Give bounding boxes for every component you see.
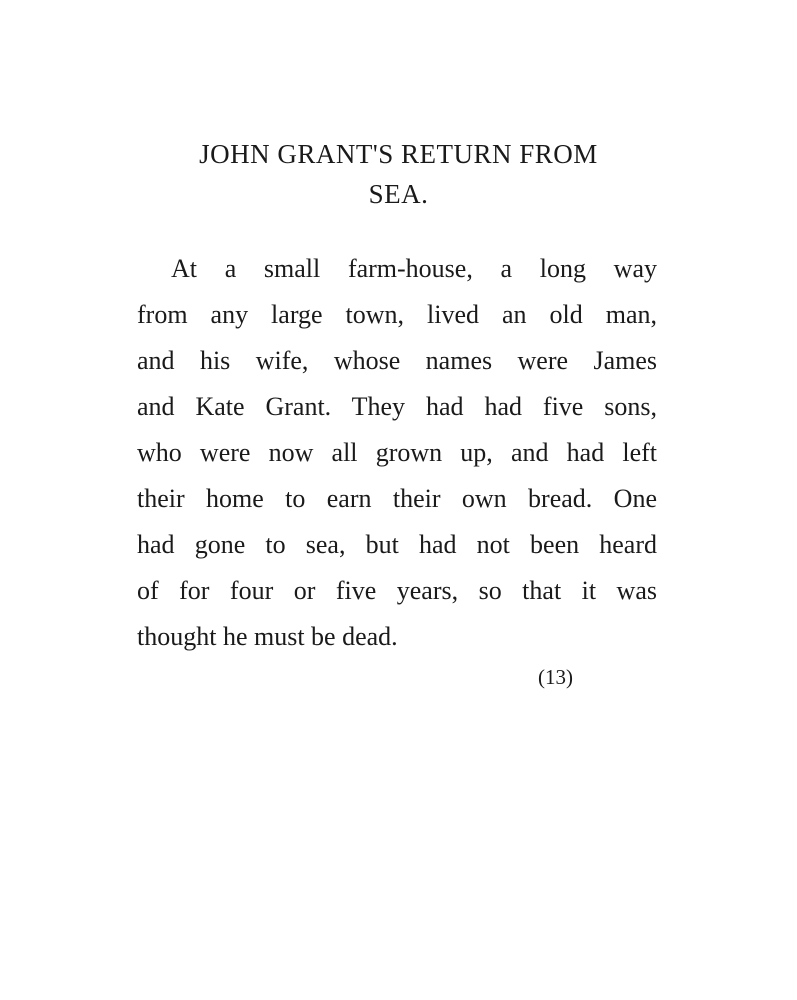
paragraph-line: had gone to sea, but had not been heard bbox=[137, 530, 657, 559]
paragraph-line: thought he must be dead. bbox=[137, 622, 398, 651]
paragraph-line: and his wife, whose names were James bbox=[137, 346, 657, 375]
paragraph-line: At a small farm-house, a long way bbox=[171, 254, 657, 283]
paragraph-line: and Kate Grant. They had had five sons, bbox=[137, 392, 657, 421]
chapter-title-continued: SEA. bbox=[368, 179, 429, 209]
paragraph-line: their home to earn their own bread. One bbox=[137, 484, 657, 513]
paragraph-line: of for four or five years, so that it was bbox=[137, 576, 657, 605]
chapter-title: JOHN GRANT'S RETURN FROM bbox=[199, 139, 598, 169]
paragraph-line: who were now all grown up, and had left bbox=[137, 438, 657, 467]
page-number: (13) bbox=[538, 665, 573, 689]
paragraph-line: from any large town, lived an old man, bbox=[137, 300, 657, 329]
